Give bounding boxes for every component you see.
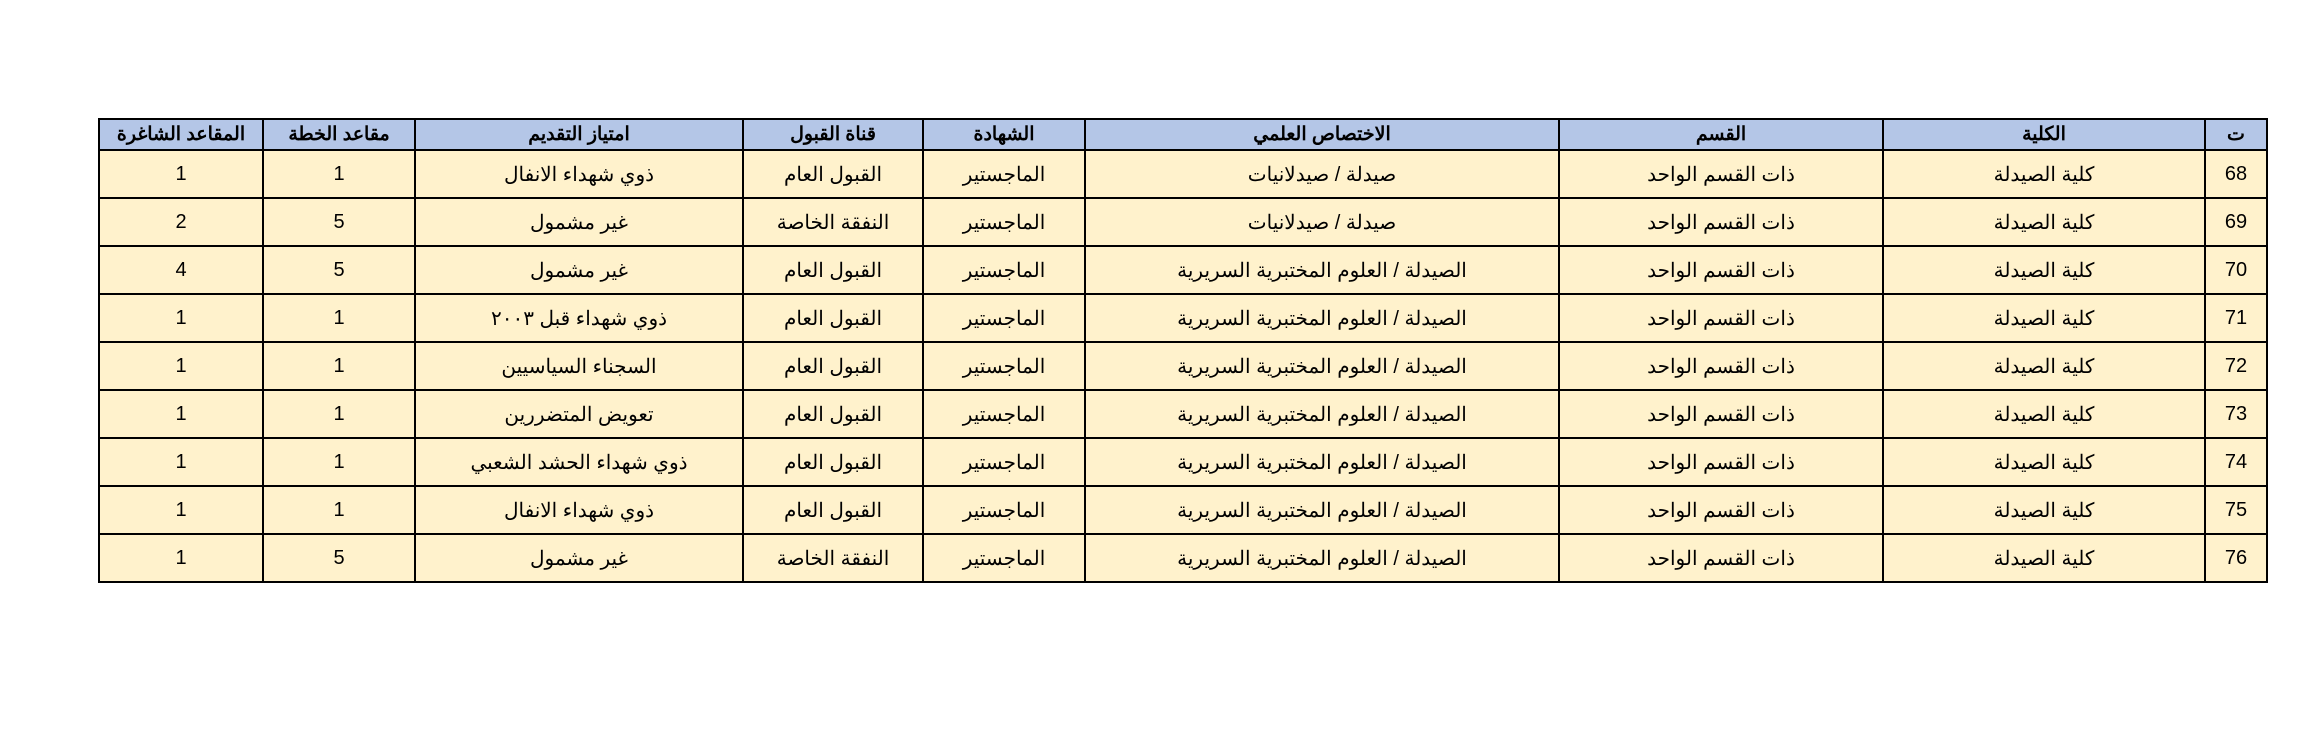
cell-privilege[interactable]: ذوي شهداء قبل ٢٠٠٣ — [415, 294, 743, 342]
cell-seq[interactable]: 71 — [2205, 294, 2267, 342]
cell-department[interactable]: ذات القسم الواحد — [1559, 246, 1883, 294]
cell-privilege[interactable]: تعويض المتضررين — [415, 390, 743, 438]
cell-vacant-seats[interactable]: 1 — [99, 438, 263, 486]
cell-seq[interactable]: 76 — [2205, 534, 2267, 582]
cell-department[interactable]: ذات القسم الواحد — [1559, 342, 1883, 390]
header-vacant-seats[interactable]: المقاعد الشاغرة — [99, 119, 263, 150]
cell-plan-seats[interactable]: 1 — [263, 438, 415, 486]
cell-channel[interactable]: القبول العام — [743, 342, 923, 390]
cell-specialization[interactable]: الصيدلة / العلوم المختبرية السريرية — [1085, 390, 1559, 438]
header-plan-seats[interactable]: مقاعد الخطة — [263, 119, 415, 150]
cell-degree[interactable]: الماجستير — [923, 390, 1085, 438]
cell-specialization[interactable]: صيدلة / صيدلانيات — [1085, 198, 1559, 246]
cell-channel[interactable]: القبول العام — [743, 150, 923, 198]
cell-degree[interactable]: الماجستير — [923, 246, 1085, 294]
cell-degree[interactable]: الماجستير — [923, 438, 1085, 486]
cell-privilege[interactable]: ذوي شهداء الحشد الشعبي — [415, 438, 743, 486]
cell-plan-seats[interactable]: 1 — [263, 150, 415, 198]
cell-specialization[interactable]: الصيدلة / العلوم المختبرية السريرية — [1085, 438, 1559, 486]
cell-seq[interactable]: 73 — [2205, 390, 2267, 438]
cell-department[interactable]: ذات القسم الواحد — [1559, 294, 1883, 342]
cell-channel[interactable]: النفقة الخاصة — [743, 534, 923, 582]
cell-college[interactable]: كلية الصيدلة — [1883, 534, 2205, 582]
cell-specialization[interactable]: الصيدلة / العلوم المختبرية السريرية — [1085, 342, 1559, 390]
cell-seq[interactable]: 69 — [2205, 198, 2267, 246]
table-row — [99, 198, 2267, 246]
cell-vacant-seats[interactable]: 1 — [99, 390, 263, 438]
cell-college[interactable]: كلية الصيدلة — [1883, 486, 2205, 534]
cell-college[interactable]: كلية الصيدلة — [1883, 198, 2205, 246]
cell-department[interactable]: ذات القسم الواحد — [1559, 150, 1883, 198]
table-row — [99, 486, 2267, 534]
cell-plan-seats[interactable]: 5 — [263, 246, 415, 294]
table-row — [99, 294, 2267, 342]
cell-plan-seats[interactable]: 5 — [263, 534, 415, 582]
cell-plan-seats[interactable]: 1 — [263, 390, 415, 438]
cell-privilege[interactable]: السجناء السياسيين — [415, 342, 743, 390]
cell-degree[interactable]: الماجستير — [923, 198, 1085, 246]
table-row — [99, 150, 2267, 198]
cell-privilege[interactable]: غير مشمول — [415, 534, 743, 582]
cell-plan-seats[interactable]: 1 — [263, 486, 415, 534]
cell-vacant-seats[interactable]: 1 — [99, 150, 263, 198]
cell-college[interactable]: كلية الصيدلة — [1883, 438, 2205, 486]
cell-privilege[interactable]: غير مشمول — [415, 246, 743, 294]
cell-channel[interactable]: القبول العام — [743, 246, 923, 294]
table-header-row — [99, 119, 2267, 150]
cell-specialization[interactable]: الصيدلة / العلوم المختبرية السريرية — [1085, 246, 1559, 294]
cell-college[interactable]: كلية الصيدلة — [1883, 150, 2205, 198]
header-channel[interactable]: قناة القبول — [743, 119, 923, 150]
cell-seq[interactable]: 74 — [2205, 438, 2267, 486]
table-row — [99, 342, 2267, 390]
header-department[interactable]: القسم — [1559, 119, 1883, 150]
cell-college[interactable]: كلية الصيدلة — [1883, 294, 2205, 342]
cell-degree[interactable]: الماجستير — [923, 150, 1085, 198]
cell-plan-seats[interactable]: 1 — [263, 342, 415, 390]
cell-college[interactable]: كلية الصيدلة — [1883, 342, 2205, 390]
admission-seats-table — [98, 118, 2268, 583]
table-row — [99, 390, 2267, 438]
cell-seq[interactable]: 68 — [2205, 150, 2267, 198]
cell-college[interactable]: كلية الصيدلة — [1883, 390, 2205, 438]
cell-privilege[interactable]: ذوي شهداء الانفال — [415, 486, 743, 534]
header-college[interactable]: الكلية — [1883, 119, 2205, 150]
cell-department[interactable]: ذات القسم الواحد — [1559, 438, 1883, 486]
cell-department[interactable]: ذات القسم الواحد — [1559, 534, 1883, 582]
cell-privilege[interactable]: غير مشمول — [415, 198, 743, 246]
cell-degree[interactable]: الماجستير — [923, 534, 1085, 582]
table-row — [99, 534, 2267, 582]
cell-vacant-seats[interactable]: 1 — [99, 294, 263, 342]
cell-degree[interactable]: الماجستير — [923, 486, 1085, 534]
header-degree[interactable]: الشهادة — [923, 119, 1085, 150]
cell-seq[interactable]: 72 — [2205, 342, 2267, 390]
cell-degree[interactable]: الماجستير — [923, 294, 1085, 342]
cell-channel[interactable]: النفقة الخاصة — [743, 198, 923, 246]
cell-privilege[interactable]: ذوي شهداء الانفال — [415, 150, 743, 198]
cell-department[interactable]: ذات القسم الواحد — [1559, 390, 1883, 438]
cell-vacant-seats[interactable]: 4 — [99, 246, 263, 294]
cell-department[interactable]: ذات القسم الواحد — [1559, 198, 1883, 246]
cell-specialization[interactable]: الصيدلة / العلوم المختبرية السريرية — [1085, 534, 1559, 582]
cell-seq[interactable]: 75 — [2205, 486, 2267, 534]
cell-specialization[interactable]: الصيدلة / العلوم المختبرية السريرية — [1085, 294, 1559, 342]
cell-vacant-seats[interactable]: 1 — [99, 486, 263, 534]
cell-channel[interactable]: القبول العام — [743, 390, 923, 438]
cell-department[interactable]: ذات القسم الواحد — [1559, 486, 1883, 534]
cell-college[interactable]: كلية الصيدلة — [1883, 246, 2205, 294]
cell-channel[interactable]: القبول العام — [743, 486, 923, 534]
table-row — [99, 246, 2267, 294]
header-seq[interactable]: ت — [2205, 119, 2267, 150]
cell-channel[interactable]: القبول العام — [743, 294, 923, 342]
cell-vacant-seats[interactable]: 1 — [99, 342, 263, 390]
header-specialization[interactable]: الاختصاص العلمي — [1085, 119, 1559, 150]
cell-plan-seats[interactable]: 1 — [263, 294, 415, 342]
cell-specialization[interactable]: الصيدلة / العلوم المختبرية السريرية — [1085, 486, 1559, 534]
cell-specialization[interactable]: صيدلة / صيدلانيات — [1085, 150, 1559, 198]
header-privilege[interactable]: امتياز التقديم — [415, 119, 743, 150]
cell-seq[interactable]: 70 — [2205, 246, 2267, 294]
cell-channel[interactable]: القبول العام — [743, 438, 923, 486]
cell-degree[interactable]: الماجستير — [923, 342, 1085, 390]
table-row — [99, 438, 2267, 486]
cell-vacant-seats[interactable]: 1 — [99, 534, 263, 582]
cell-vacant-seats[interactable]: 2 — [99, 198, 263, 246]
cell-plan-seats[interactable]: 5 — [263, 198, 415, 246]
